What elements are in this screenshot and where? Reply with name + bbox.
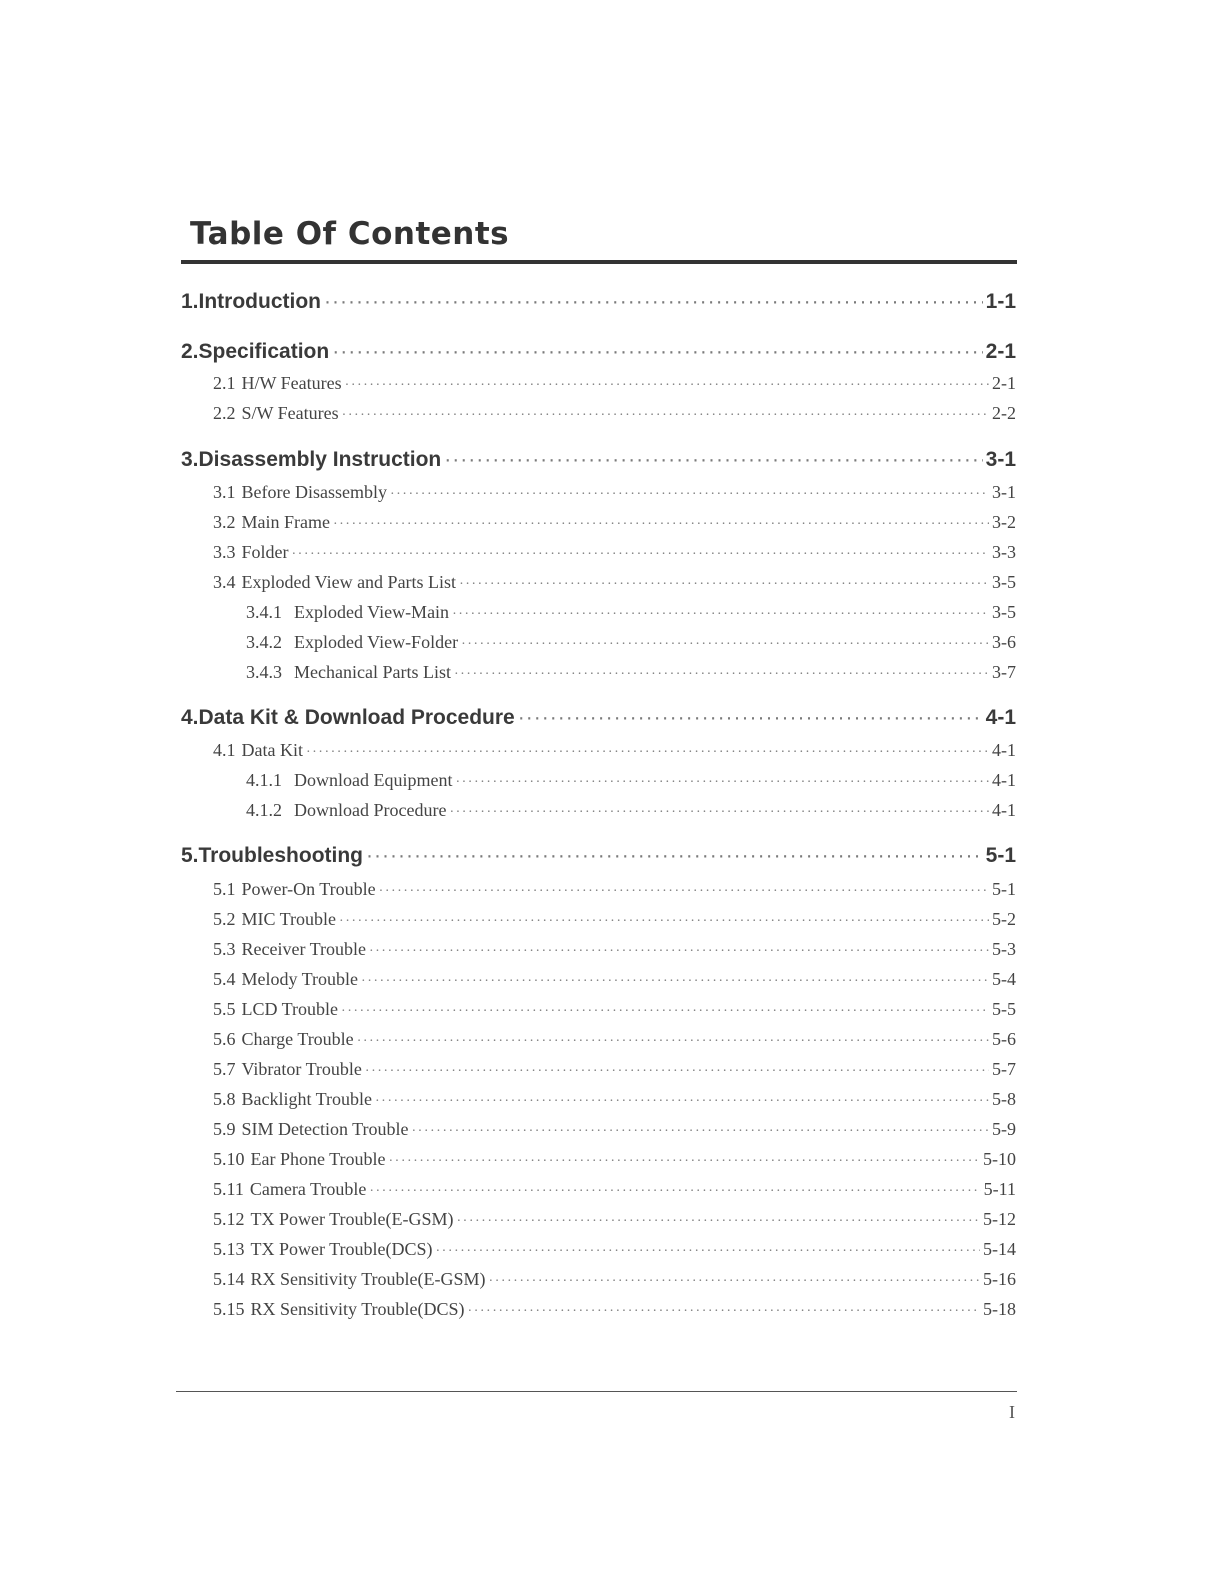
toc-entry-page: 5-1: [985, 844, 1016, 867]
toc-entry-page: 3-7: [992, 662, 1016, 682]
dot-leader: [455, 770, 989, 796]
toc-entry-label: MIC Trouble: [241, 909, 337, 929]
toc-entry-label: Charge Trouble: [241, 1029, 354, 1049]
toc-entry-label: Folder: [241, 542, 289, 562]
dot-leader: [449, 800, 989, 826]
toc-entry-number: 5.10: [213, 1149, 245, 1169]
toc-entry-label: Before Disassembly: [241, 482, 387, 502]
toc-entry-number: 5.3: [213, 939, 236, 959]
toc-entry-number: 5.13: [213, 1239, 245, 1259]
toc-entry-label: TX Power Trouble(E-GSM): [250, 1209, 454, 1229]
toc-entry-page: 4-1: [992, 740, 1016, 760]
toc-subsection-entry: [213, 1026, 1016, 1052]
footer-rule: [176, 1391, 1017, 1392]
toc-entry-page: 5-7: [992, 1059, 1016, 1079]
toc-entry-page: 2-2: [992, 403, 1016, 423]
toc-subsection-entry: [213, 996, 1016, 1022]
toc-entry-label: Specification: [198, 340, 330, 363]
toc-entry-page: 3-5: [992, 602, 1016, 622]
toc-entry-label: S/W Features: [241, 403, 339, 423]
toc-entry-number: 3.: [181, 448, 199, 471]
dot-leader: [389, 1149, 981, 1175]
toc-entry-page: 1-1: [985, 290, 1016, 313]
toc-section-entry: [181, 703, 1016, 733]
toc-entry-number: 5.5: [213, 999, 236, 1019]
dot-leader: [332, 337, 982, 367]
toc-entry-page: 5-4: [992, 969, 1016, 989]
toc-entry-number: 5.1: [213, 879, 236, 899]
toc-entry-label: LCD Trouble: [241, 999, 339, 1019]
toc-entry-page: 5-12: [983, 1209, 1016, 1229]
toc-subsection-entry: [213, 876, 1016, 902]
toc-entry-page: 5-5: [992, 999, 1016, 1019]
toc-entry-number: 2.: [181, 340, 199, 363]
toc-subsection-entry: [213, 1296, 1016, 1322]
toc-entry-number: 4.1.2: [246, 800, 282, 820]
toc-entry-page: 5-9: [992, 1119, 1016, 1139]
toc-section-entry: [181, 445, 1016, 475]
toc-entry-label: Ear Phone Trouble: [250, 1149, 386, 1169]
toc-entry-label: Exploded View and Parts List: [241, 572, 457, 592]
dot-leader: [461, 632, 989, 658]
toc-entry-page: 5-3: [992, 939, 1016, 959]
dot-leader: [459, 572, 989, 598]
toc-entry-page: 3-3: [992, 542, 1016, 562]
toc-subsection-entry: [213, 1206, 1016, 1232]
toc-entry-number: 5.7: [213, 1059, 236, 1079]
toc-entry-label: Exploded View-Main: [294, 602, 450, 622]
toc-entry-page: 3-1: [985, 448, 1016, 471]
toc-entry-label: Download Equipment: [294, 770, 453, 790]
dot-leader: [454, 662, 989, 688]
toc-entry-label: Melody Trouble: [241, 969, 359, 989]
toc-entry-page: 5-16: [983, 1269, 1016, 1289]
toc-subsubsection-entry: [246, 797, 1016, 823]
toc-entry-number: 3.3: [213, 542, 236, 562]
page-title: Table Of Contents: [190, 216, 510, 252]
toc-subsection-entry: [213, 1116, 1016, 1142]
toc-subsection-entry: [213, 370, 1016, 396]
dot-leader: [444, 445, 982, 475]
toc-subsection-entry: [213, 509, 1016, 535]
toc-entry-number: 1.: [181, 290, 199, 313]
toc-entry-page: 2-1: [992, 373, 1016, 393]
toc-entry-page: 3-6: [992, 632, 1016, 652]
toc-entry-label: Disassembly Instruction: [198, 448, 442, 471]
dot-leader: [369, 939, 989, 965]
toc-subsubsection-entry: [246, 629, 1016, 655]
dot-leader: [452, 602, 989, 628]
toc-entry-number: 5.4: [213, 969, 236, 989]
toc-subsection-entry: [213, 1266, 1016, 1292]
dot-leader: [366, 841, 983, 871]
toc-subsection-entry: [213, 539, 1016, 565]
toc-entry-label: Camera Trouble: [249, 1179, 367, 1199]
toc-subsection-entry: [213, 737, 1016, 763]
toc-entry-label: Troubleshooting: [198, 844, 363, 867]
dot-leader: [333, 512, 989, 538]
dot-leader: [412, 1119, 989, 1145]
toc-entry-page: 5-8: [992, 1089, 1016, 1109]
toc-entry-number: 3.4: [213, 572, 236, 592]
dot-leader: [365, 1059, 989, 1085]
toc-entry-label: Backlight Trouble: [241, 1089, 373, 1109]
dot-leader: [489, 1269, 980, 1295]
toc-subsection-entry: [213, 906, 1016, 932]
dot-leader: [345, 373, 989, 399]
toc-entry-number: 5.9: [213, 1119, 236, 1139]
toc-entry-page: 3-1: [992, 482, 1016, 502]
toc-subsubsection-entry: [246, 659, 1016, 685]
toc-entry-number: 5.8: [213, 1089, 236, 1109]
toc-entry-page: 3-2: [992, 512, 1016, 532]
toc-entry-number: 3.4.1: [246, 602, 282, 622]
toc-subsection-entry: [213, 479, 1016, 505]
dot-leader: [324, 287, 983, 317]
toc-entry-number: 4.: [181, 706, 199, 729]
toc-entry-label: Introduction: [198, 290, 321, 313]
toc-entry-page: 5-6: [992, 1029, 1016, 1049]
toc-entry-label: RX Sensitivity Trouble(DCS): [250, 1299, 465, 1319]
toc-entry-number: 5.14: [213, 1269, 245, 1289]
toc-entry-label: Data Kit: [241, 740, 303, 760]
toc-section-entry: [181, 287, 1016, 317]
toc-subsubsection-entry: [246, 767, 1016, 793]
toc-subsection-entry: [213, 1086, 1016, 1112]
dot-leader: [339, 909, 989, 935]
toc-section-entry: [181, 841, 1016, 871]
toc-subsection-entry: [213, 1176, 1016, 1202]
toc-entry-page: 5-10: [983, 1149, 1016, 1169]
dot-leader: [375, 1089, 989, 1115]
toc-entry-label: SIM Detection Trouble: [241, 1119, 409, 1139]
toc-entry-page: 2-1: [985, 340, 1016, 363]
toc-entry-label: TX Power Trouble(DCS): [250, 1239, 433, 1259]
toc-entry-page: 5-14: [983, 1239, 1016, 1259]
toc-entry-number: 5.11: [213, 1179, 244, 1199]
dot-leader: [379, 879, 989, 905]
toc-entry-page: 5-2: [992, 909, 1016, 929]
toc-entry-number: 3.1: [213, 482, 236, 502]
toc-subsection-entry: [213, 1146, 1016, 1172]
toc-subsection-entry: [213, 1056, 1016, 1082]
toc-entry-page: 5-1: [992, 879, 1016, 899]
toc-section-entry: [181, 337, 1016, 367]
toc-entry-label: Exploded View-Folder: [294, 632, 459, 652]
toc-subsection-entry: [213, 966, 1016, 992]
toc-entry-page: 5-11: [983, 1179, 1016, 1199]
toc-entry-number: 5.12: [213, 1209, 245, 1229]
dot-leader: [357, 1029, 989, 1055]
toc-entry-number: 2.1: [213, 373, 236, 393]
dot-leader: [436, 1239, 980, 1265]
toc-subsection-entry: [213, 569, 1016, 595]
toc-entry-number: 3.4.3: [246, 662, 282, 682]
dot-leader: [342, 403, 989, 429]
dot-leader: [518, 703, 983, 733]
dot-leader: [390, 482, 989, 508]
toc-entry-page: 4-1: [992, 800, 1016, 820]
toc-entry-label: Mechanical Parts List: [294, 662, 451, 682]
toc-entry-number: 4.1.1: [246, 770, 282, 790]
dot-leader: [457, 1209, 980, 1235]
dot-leader: [369, 1179, 980, 1205]
page-number: I: [1009, 1402, 1015, 1422]
toc-entry-label: H/W Features: [241, 373, 342, 393]
toc-entry-label: Receiver Trouble: [241, 939, 366, 959]
toc-entry-label: Power-On Trouble: [241, 879, 376, 899]
toc-entry-label: RX Sensitivity Trouble(E-GSM): [250, 1269, 486, 1289]
dot-leader: [341, 999, 989, 1025]
dot-leader: [306, 740, 989, 766]
toc-subsubsection-entry: [246, 599, 1016, 625]
dot-leader: [361, 969, 989, 995]
toc-entry-page: 4-1: [985, 706, 1016, 729]
toc-entry-number: 5.: [181, 844, 199, 867]
toc-entry-number: 5.6: [213, 1029, 236, 1049]
toc-entry-label: Main Frame: [241, 512, 330, 532]
toc-entry-number: 5.2: [213, 909, 236, 929]
toc-subsection-entry: [213, 1236, 1016, 1262]
toc-entry-page: 5-18: [983, 1299, 1016, 1319]
toc-entry-number: 3.4.2: [246, 632, 282, 652]
dot-leader: [468, 1299, 980, 1325]
toc-entry-page: 3-5: [992, 572, 1016, 592]
dot-leader: [292, 542, 990, 568]
toc-subsection-entry: [213, 936, 1016, 962]
toc-entry-label: Data Kit & Download Procedure: [198, 706, 515, 729]
toc-subsection-entry: [213, 400, 1016, 426]
toc-entry-number: 4.1: [213, 740, 236, 760]
toc-entry-number: 3.2: [213, 512, 236, 532]
toc-entry-number: 2.2: [213, 403, 236, 423]
toc-entry-label: Download Procedure: [294, 800, 447, 820]
toc-entry-page: 4-1: [992, 770, 1016, 790]
toc-entry-label: Vibrator Trouble: [241, 1059, 362, 1079]
toc-entry-number: 5.15: [213, 1299, 245, 1319]
